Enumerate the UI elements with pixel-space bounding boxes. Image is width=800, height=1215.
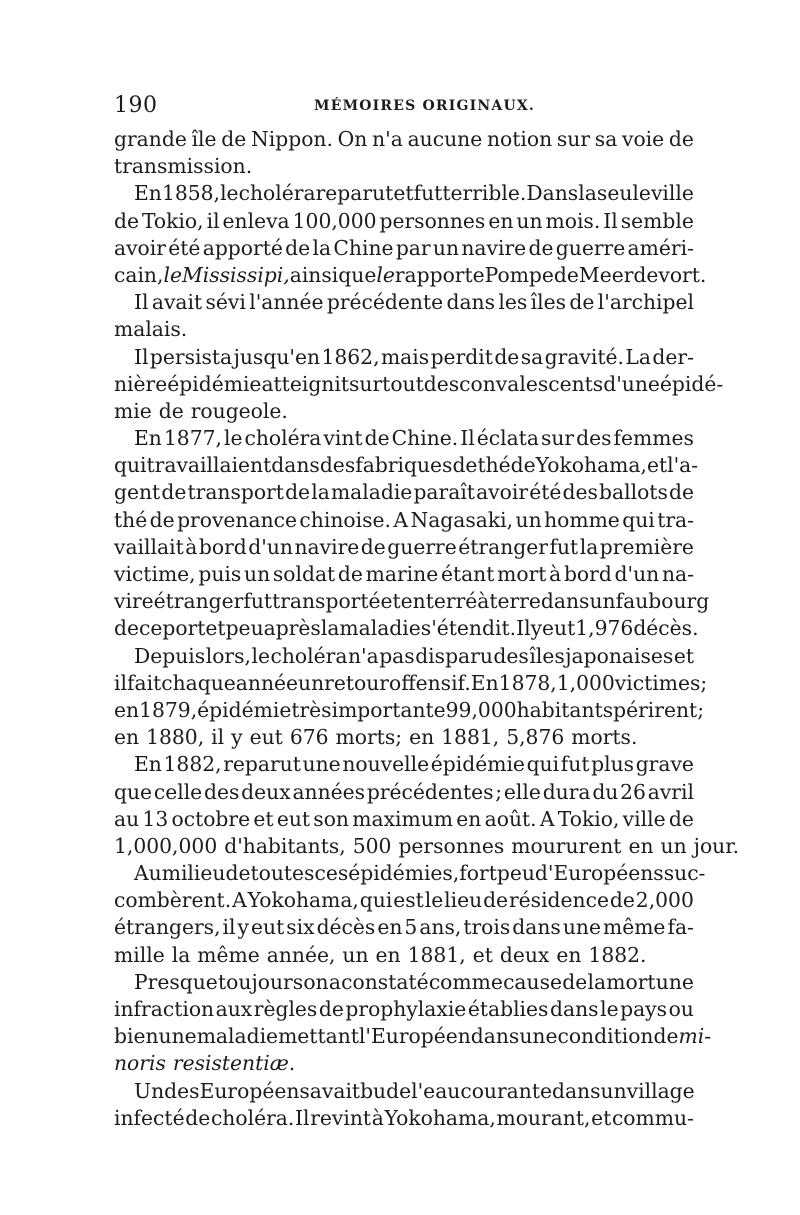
text-line: mie de rougeole.: [114, 398, 288, 423]
text-line: Presque toujours on a constaté comme cause de la mort une: [134, 969, 694, 994]
text-line: de Tokio, il enleva 100,000 personnes en un mois. Il semble: [114, 208, 694, 233]
text-line: combèrent. A Yokohama, qui est le lieu de résidence de 2,000: [114, 888, 694, 913]
text-line: gent de transport de la maladie paraît avoir été des ballots de: [114, 480, 694, 505]
text-line: En 1877, le choléra vint de Chine. Il éclata sur des femmes: [134, 426, 694, 451]
body-text: [114, 126, 740, 1132]
text-line: infraction aux règles de prophylaxie établies dans le pays ou: [114, 997, 694, 1021]
text-line: au 13 octobre et eut son maximum en août. A Tokio, ville de: [114, 806, 694, 831]
text-line: infecté de choléra. Il revint à Yokohama, mourant, et commu-: [114, 1105, 694, 1130]
text-line: Il avait sévi l'année précédente dans les îles de l'archipel: [134, 290, 694, 315]
text-line: transmission.: [114, 154, 253, 179]
text-line: vaillait à bord d'un navire de guerre étranger fut la première: [114, 534, 694, 559]
text-line: mille la même année, un en 1881, et deux en 1882.: [114, 942, 647, 967]
text-line: Il persista jusqu'en 1862, mais perdit de sa gravité. La der-: [134, 344, 694, 369]
text-line: étrangers, il y eut six décès en 5 ans, trois dans une même fa-: [114, 915, 694, 940]
text-line: en 1880, il y eut 676 morts; en 1881, 5,876 morts.: [114, 725, 638, 750]
text-line: Un des Européens avait bu de l'eau courante dans un village: [134, 1078, 695, 1103]
text-line: en 1879, épidémie très importante 99,000 habitants périrent;: [114, 697, 705, 722]
text-line: Depuis lors, le choléra n'a pas disparu des îles japonaises et: [134, 643, 694, 668]
text-line: Au milieu de toutes ces épidémies, fort peu d'Européens suc-: [134, 861, 706, 886]
page-header: [114, 93, 694, 121]
text-line: noris resistentiæ.: [114, 1051, 296, 1076]
text-line: victime, puis un soldat de marine étant mort à bord d'un na-: [114, 562, 694, 586]
text-line: qui travaillaient dans des fabriques de thé de Yokohama, et l'a-: [114, 453, 699, 478]
text-line: il fait chaque année un retour offensif. En 1878, 1,000 victimes;: [114, 670, 708, 695]
text-line: vire étranger fut transporté et enterré à terre dans un faubourg: [114, 589, 710, 614]
text-line: cain, le Mississipi, ainsi que le rapporte Pompe de Meerdevort.: [114, 262, 707, 287]
text-line: nière épidémie atteignit surtout des convalescents d'une épidé-: [114, 371, 724, 396]
text-line: En 1858, le choléra reparut et fut terrible. Dans la seule ville: [134, 181, 694, 206]
text-line: thé de provenance chinoise. A Nagasaki, un homme qui tra-: [114, 507, 694, 532]
text-line: bien une maladie mettant l'Européen dans une condition de mi-: [114, 1024, 712, 1049]
text-line: de ce port et peu après la maladie s'étendit. Il y eut 1,976 décès.: [114, 616, 699, 641]
text-line: que celle des deux années précédentes ; elle dura du 26 avril: [114, 779, 694, 804]
text-line: 1,000,000 d'habitants, 500 personnes moururent en un jour.: [114, 833, 740, 858]
text-line: avoir été apporté de la Chine par un navire de guerre améri-: [114, 235, 694, 260]
text-line: En 1882, reparut une nouvelle épidémie qui fut plus grave: [134, 752, 694, 777]
page-number: 190: [114, 93, 158, 118]
running-head: MÉMOIRES ORIGINAUX.: [314, 98, 535, 114]
text-line: grande île de Nippon. On n'a aucune notion sur sa voie de: [114, 127, 694, 151]
text-line: malais.: [114, 317, 188, 342]
